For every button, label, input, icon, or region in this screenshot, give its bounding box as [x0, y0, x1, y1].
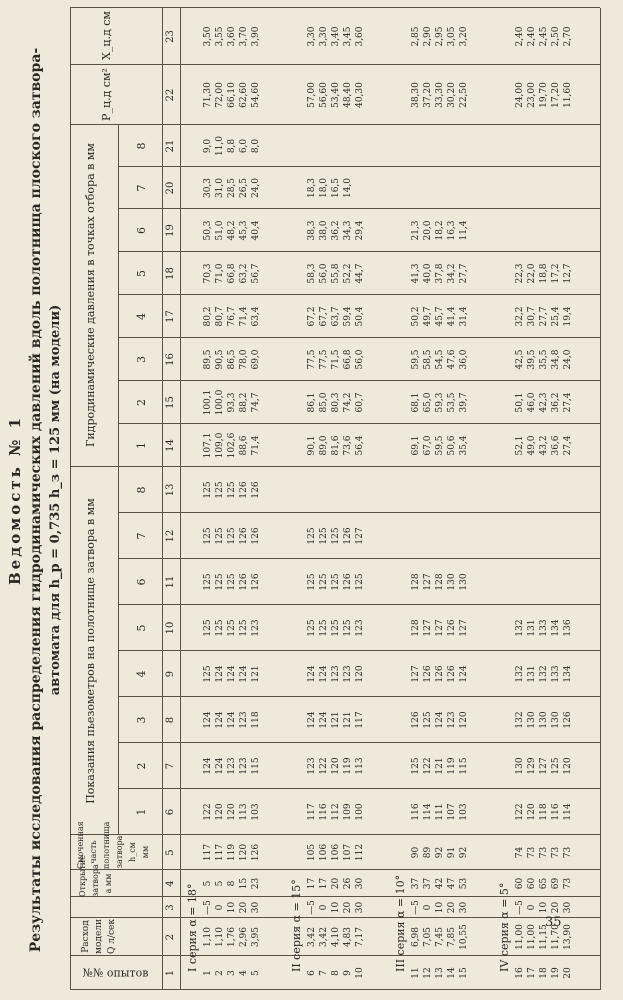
- cell-col14-series1: 107,1 109,0 102,6 88,6 71,4: [203, 432, 261, 459]
- column-number-2: 2: [165, 933, 176, 941]
- cell-col10-series1: 125 125 125 125 123: [203, 619, 261, 637]
- hydro-point-2: 2: [135, 399, 148, 406]
- column-number-21: 21: [165, 139, 176, 153]
- column-number-3: 3: [165, 904, 176, 911]
- cell-col5-series1: 117 117 119 120 126: [203, 843, 261, 862]
- cell-col23-series3: 2,85 2,90 2,95 3,05 3,20: [411, 26, 469, 47]
- cell-col2-series4: 11,00 11,00 11,15 11,70 13,90: [515, 924, 573, 950]
- cell-col7-series3: 125 122 121 119 115: [411, 757, 469, 775]
- cell-col18-series4: 22,3 22,0 18,8 17,2 12,7: [515, 263, 573, 284]
- cell-col22-series1: 71,30 72,00 66,10 62,60 54,60: [203, 82, 261, 108]
- cell-col2-series3: 6,98 7,05 7,45 7,85 10,55: [411, 924, 469, 950]
- cell-col8-series4: 132 130 130 130 126: [515, 711, 573, 729]
- column-number-20: 20: [165, 181, 176, 195]
- hydro-point-8: 8: [135, 142, 148, 150]
- piezo-point-3: 3: [135, 716, 148, 724]
- cell-col15-series2: 86,1 85,0 80,3 74,2 60,7: [307, 392, 365, 413]
- column-number-4: 4: [165, 880, 176, 887]
- cell-col15-series4: 50,1 46,0 42,3 36,2 27,4: [515, 392, 573, 413]
- document-subtitle-line2: автомата для h_р = 0,735 h_з = 125 мм (на модели): [48, 304, 63, 696]
- column-number-19: 19: [165, 224, 176, 237]
- hydro-point-7: 7: [135, 184, 148, 192]
- cell-col2-series1: 1,10 1,10 1,76 2,96 3,95: [203, 926, 261, 948]
- cell-col10-series2: 125 125 125 125 123: [307, 619, 365, 637]
- header-hydrodynamic: Гидродинамические давления в точках отбора в мм: [84, 143, 97, 447]
- hydro-point-3: 3: [135, 356, 148, 363]
- page-number: 35: [545, 915, 562, 930]
- column-number-18: 18: [165, 267, 176, 280]
- cell-col23-series1: 3,50 3,55 3,60 3,70 3,90: [203, 26, 261, 47]
- table-colnum-divider: [180, 8, 181, 990]
- cell-col4-series3: 37 37 42 47 53: [411, 877, 469, 890]
- cell-col23-series2: 3,30 3,30 3,40 3,45 3,60: [307, 26, 365, 47]
- cell-col9-series1: 125 124 124 124 121: [203, 665, 261, 683]
- piezo-point-1: 1: [135, 808, 148, 816]
- cell-col18-series3: 41,3 40,0 37,8 34,2 27,7: [411, 263, 469, 284]
- hydro-subheader-line: [118, 125, 119, 467]
- cell-col16-series1: 89,5 90,5 86,5 78,0 69,0: [203, 349, 261, 370]
- cell-col4-series2: 17 17 20 26 30: [307, 877, 365, 890]
- cell-col14-series4: 52,1 49,0 43,2 36,6 27,4: [515, 435, 573, 456]
- cell-col1-series4: 16 17 18 19 20: [515, 967, 573, 979]
- series-label-2: II серия α = 15°: [290, 879, 303, 972]
- cell-col12-series1: 125 125 125 126 126: [203, 527, 261, 545]
- cell-col22-series4: 24,00 23,00 19,70 17,20 11,60: [515, 82, 573, 108]
- column-number-8: 8: [165, 716, 176, 724]
- cell-col12-series2: 125 125 125 126 127: [307, 527, 365, 545]
- column-number-7: 7: [165, 762, 176, 770]
- cell-col9-series4: 132 131 132 133 134: [515, 665, 573, 683]
- cell-col7-series2: 123 122 120 119 113: [307, 757, 365, 775]
- column-number-10: 10: [165, 621, 176, 635]
- cell-col13-series1: 125 125 125 126 126: [203, 481, 261, 499]
- cell-col15-series3: 68,1 65,0 59,3 53,5 39,7: [411, 392, 469, 413]
- cell-col1-series3: 11 12 13 14 15: [411, 967, 469, 979]
- cell-col6-series4: 122 120 118 116 114: [515, 803, 573, 821]
- piezo-point-7: 7: [135, 532, 148, 540]
- column-number-12: 12: [165, 529, 176, 543]
- column-number-22: 22: [165, 88, 176, 102]
- piezo-point-5: 5: [135, 624, 148, 632]
- header-p-cd: P_ц.д см²: [100, 68, 113, 121]
- cell-col5-series2: 105 106 106 107 112: [307, 843, 365, 862]
- cell-col8-series1: 124 124 124 123 118: [203, 711, 261, 729]
- piezo-point-6: 6: [135, 578, 148, 586]
- piezo-point-8: 8: [135, 486, 148, 494]
- cell-col9-series3: 127 126 126 126 124: [411, 665, 469, 683]
- cell-col14-series3: 69,1 67,0 59,5 50,6 35,4: [411, 435, 469, 456]
- cell-col8-series2: 124 124 121 121 117: [307, 711, 365, 729]
- cell-col11-series1: 125 125 125 126 126: [203, 573, 261, 591]
- column-number-16: 16: [165, 353, 176, 366]
- column-number-11: 11: [165, 575, 176, 589]
- cell-col19-series1: 50,3 51,0 48,2 45,3 40,4: [203, 220, 261, 241]
- document-subtitle-line1: Результаты исследования распределения гидродинамических давлений вдоль полотнища плоского затвора-: [28, 47, 44, 953]
- piezo-point-4: 4: [135, 670, 148, 678]
- hydro-point-1: 1: [135, 442, 148, 449]
- cell-col3-series4: —5 0 10 20 30: [515, 900, 573, 915]
- cell-col4-series1: 5 5 8 15 23: [203, 877, 261, 890]
- cell-col5-series4: 74 73 73 73 73: [515, 846, 573, 859]
- cell-col8-series3: 126 125 124 123 120: [411, 711, 469, 729]
- header-gate-opening: Открытие затвора а мм: [78, 855, 113, 897]
- table-header-divider: [162, 8, 163, 990]
- document-title: Ведомость № 1: [6, 414, 24, 586]
- cell-col14-series2: 90,1 89,0 81,6 73,6 56,4: [307, 435, 365, 456]
- cell-col4-series4: 60 60 65 69 73: [515, 877, 573, 890]
- cell-col20-series2: 18,3 18,0 16,5 14,0: [307, 177, 353, 199]
- cell-col17-series4: 32,2 30,7 27,7 25,4 19,4: [515, 306, 573, 327]
- cell-col1-series1: 1 2 3 4 5: [203, 970, 261, 976]
- cell-col17-series3: 50,2 49,7 45,7 41,4 31,4: [411, 306, 469, 327]
- header-piezometers: Показания пьезометров на полотнище затвора в мм: [84, 498, 97, 804]
- cell-col6-series1: 122 120 120 113 103: [203, 803, 261, 821]
- hydro-point-4: 4: [135, 313, 148, 320]
- cell-col10-series4: 132 131 133 134 136: [515, 619, 573, 637]
- cell-col5-series3: 90 89 92 91 92: [411, 846, 469, 859]
- cell-col20-series1: 30,3 31,0 28,5 26,5 24,0: [203, 177, 261, 199]
- header-experiment-no: №№ опытов: [82, 966, 149, 980]
- column-number-5: 5: [165, 849, 176, 856]
- cell-col3-series1: —5 0 10 20 30: [203, 900, 261, 915]
- cell-col3-series3: —5 0 10 20 30: [411, 900, 469, 915]
- column-number-13: 13: [165, 483, 176, 497]
- header-flow: Расход модели Q л/сек: [81, 919, 117, 955]
- cell-col10-series3: 128 127 127 126 127: [411, 619, 469, 637]
- cell-col18-series2: 58,3 56,0 55,8 52,2 44,7: [307, 263, 365, 284]
- cell-col3-series2: —5 0 10 20 30: [307, 900, 365, 915]
- cell-col6-series3: 116 114 111 107 103: [411, 803, 469, 821]
- cell-col15-series1: 100,1 100,0 93,3 88,2 74,7: [203, 389, 261, 416]
- column-number-17: 17: [165, 310, 176, 323]
- cell-col19-series2: 38,3 38,0 36,2 34,3 29,4: [307, 220, 365, 241]
- cell-col16-series2: 77,5 77,5 71,5 66,8 56,0: [307, 349, 365, 370]
- series-label-3: III серия α = 10°: [394, 874, 407, 972]
- cell-col6-series2: 117 116 112 109 100: [307, 803, 365, 821]
- cell-col21-series1: 9,0 11,0 8,8 6,0 8,0: [203, 135, 261, 157]
- cell-col22-series2: 57,00 56,60 53,40 48,40 40,30: [307, 82, 365, 108]
- column-number-23: 23: [165, 30, 176, 43]
- cell-col1-series2: 6 7 8 9 10: [307, 967, 365, 979]
- table-border-bottom: [600, 8, 601, 990]
- cell-col23-series4: 2,40 2,40 2,45 2,50 2,70: [515, 26, 573, 47]
- series-label-1: I серия α = 18°: [186, 883, 199, 972]
- column-number-1: 1: [165, 969, 176, 977]
- cell-col9-series2: 124 124 123 123 120: [307, 665, 365, 683]
- cell-col16-series3: 59,5 58,5 54,5 47,6 36,0: [411, 349, 469, 370]
- header-wetted-part: Смоченная часть полотнища затвора h_см мм: [76, 821, 150, 869]
- column-number-14: 14: [165, 439, 176, 452]
- cell-col19-series3: 21,3 20,0 18,2 16,3 11,4: [411, 220, 469, 241]
- piezo-subheader-line: [118, 467, 119, 835]
- series-label-4: IV серия α = 5°: [498, 882, 511, 972]
- column-number-15: 15: [165, 396, 176, 409]
- cell-col2-series2: 3,42 3,42 4,10 4,83 7,17: [307, 926, 365, 948]
- table-border-top: [70, 8, 71, 990]
- hydro-point-6: 6: [135, 227, 148, 234]
- header-x-cd: X_ц.д см: [100, 11, 113, 60]
- cell-col17-series1: 80,2 80,7 76,7 71,4 63,4: [203, 306, 261, 327]
- cell-col18-series1: 70,3 71,0 66,8 63,2 56,7: [203, 263, 261, 284]
- cell-col7-series4: 130 129 127 125 120: [515, 757, 573, 775]
- cell-col16-series4: 42,5 39,5 35,5 34,8 24,0: [515, 349, 573, 370]
- piezo-point-2: 2: [135, 762, 148, 770]
- cell-col11-series3: 128 127 128 130 130: [411, 573, 469, 591]
- cell-col17-series2: 67,2 67,7 63,7 59,4 50,4: [307, 306, 365, 327]
- cell-col11-series2: 125 125 125 126 125: [307, 573, 365, 591]
- hydro-point-5: 5: [135, 270, 148, 277]
- column-number-9: 9: [165, 670, 176, 678]
- column-number-6: 6: [165, 808, 176, 816]
- col-line-h8: [118, 166, 600, 167]
- cell-col22-series3: 38,30 37,20 33,30 30,20 22,50: [411, 82, 469, 108]
- cell-col7-series1: 124 124 123 123 115: [203, 757, 261, 775]
